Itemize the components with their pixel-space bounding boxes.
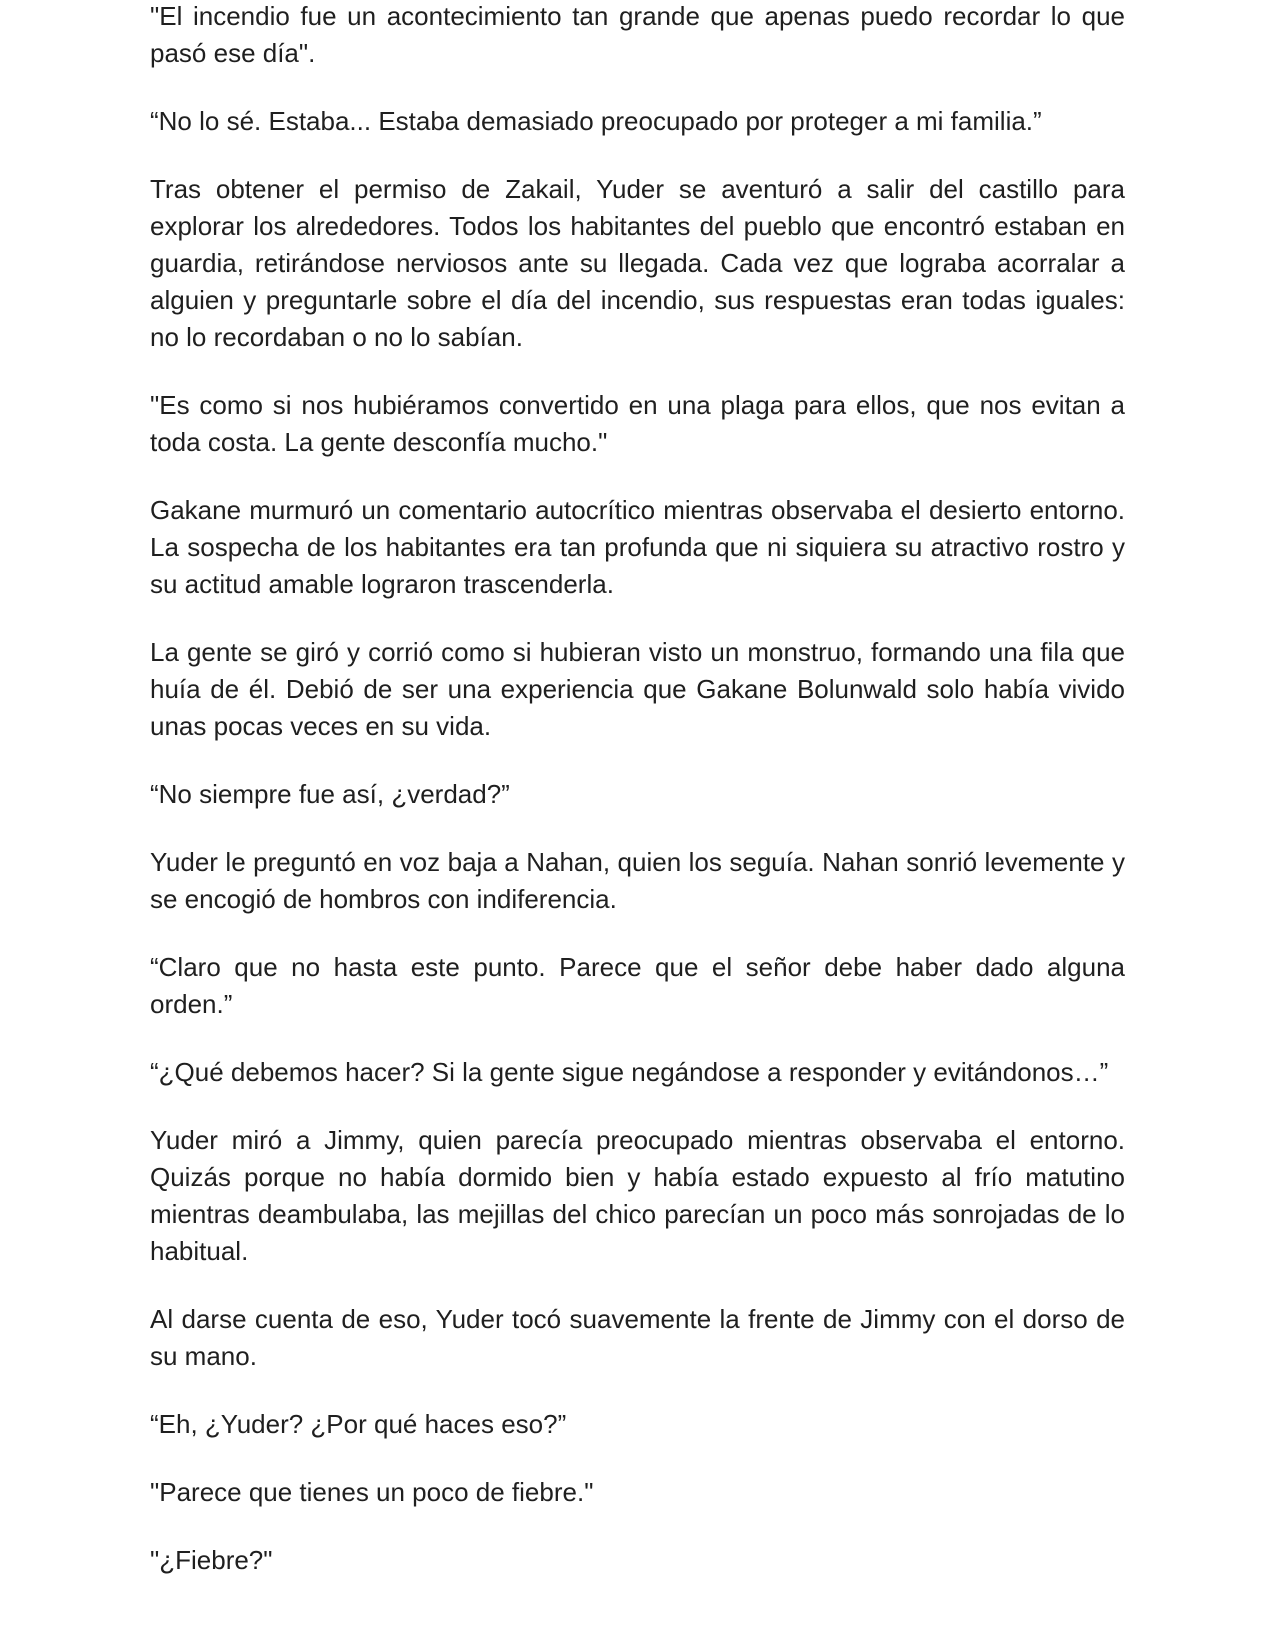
paragraph: La gente se giró y corrió como si hubieran visto un monstruo, formando una fila que huía de él. Debió de ser una experiencia que Gakane Bolunwald solo había vivido unas pocas veces en su vida. — [150, 637, 1125, 741]
paragraph: Tras obtener el permiso de Zakail, Yuder se aventuró a salir del castillo para explorar los alrededores. Todos los habitantes del pueblo que encontró estaban en guardia, retirándose nerviosos ante su llegada. Cada vez que lograba acorralar a alguien y preguntarle sobre el día del incendio, sus respuestas eran todas iguales: no lo recordaban o no lo sabían. — [150, 174, 1125, 352]
paragraph: Yuder miró a Jimmy, quien parecía preocupado mientras observaba el entorno. Quizás porque no había dormido bien y había estado expuesto al frío matutino mientras deambulaba, las mejillas del chico parecían un poco más sonrojadas de lo habitual. — [150, 1125, 1125, 1266]
paragraph: “No siempre fue así, ¿verdad?” — [150, 779, 510, 809]
paragraph: “Claro que no hasta este punto. Parece que el señor debe haber dado alguna orden.” — [150, 952, 1125, 1019]
document-page — [150, 0, 1125, 1610]
paragraph: "Es como si nos hubiéramos convertido en una plaga para ellos, que nos evitan a toda costa. La gente desconfía mucho." — [150, 390, 1125, 457]
paragraph: “Eh, ¿Yuder? ¿Por qué haces eso?” — [150, 1409, 567, 1439]
paragraph: Yuder le preguntó en voz baja a Nahan, quien los seguía. Nahan sonrió levemente y se encogió de hombros con indiferencia. — [150, 847, 1125, 914]
paragraph: Gakane murmuró un comentario autocrítico mientras observaba el desierto entorno. La sospecha de los habitantes era tan profunda que ni siquiera su atractivo rostro y su actitud amable lograron trascenderla. — [150, 495, 1125, 599]
paragraph: “¿Qué debemos hacer? Si la gente sigue negándose a responder y evitándonos…” — [150, 1057, 1109, 1087]
paragraph: "El incendio fue un acontecimiento tan grande que apenas puedo recordar lo que pasó ese día". — [150, 1, 1125, 68]
paragraph: Al darse cuenta de eso, Yuder tocó suavemente la frente de Jimmy con el dorso de su mano. — [150, 1304, 1125, 1371]
paragraph: “No lo sé. Estaba... Estaba demasiado preocupado por proteger a mi familia.” — [150, 106, 1042, 136]
paragraph: "¿Fiebre?" — [150, 1545, 273, 1575]
paragraph: "Parece que tienes un poco de fiebre." — [150, 1477, 594, 1507]
